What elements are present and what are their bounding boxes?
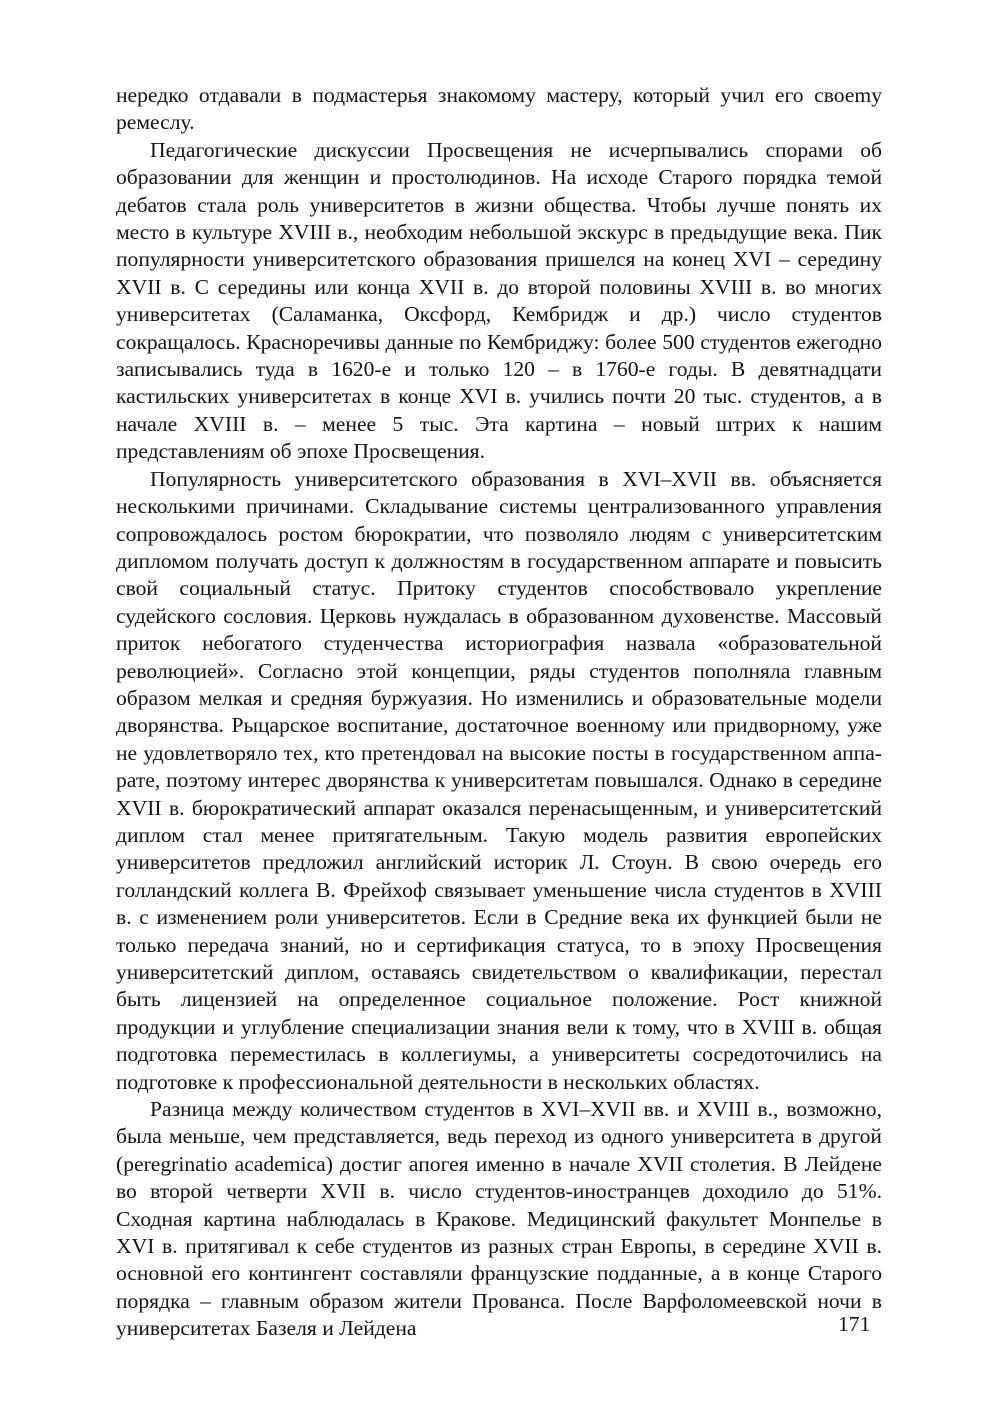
- paragraph-student-mobility: Разница между количеством студентов в XVI–XVII вв. и XVIII в., возможно, была меньше, чем представляется, ведь переход из одного университета в другой (peregrinatio academica) достиг апогея именно в начале XVII столетия. В Лейдене во второй четверти XVII в. число студентов-иностранцев доходило до 51%. Сходная картина наблюдалась в Кракове. Медицинский факультет Монпелье в XVI в. притягивал к себе студентов из разных стран Европы, в середине XVII в. основной его контингент составляли французские подданные, а в конце Старого порядка – главным образом жители Прованса. После Варфоломеевской ночи в университетах Базеля и Лейдена: [116, 1097, 882, 1341]
- paragraph-continuation: нередко отдавали в подмастерья знакомому мастеру, который учил его своеmу ремеслу.: [116, 83, 882, 135]
- page-body: [116, 82, 882, 1343]
- paragraph-popularity-reasons: Популярность университетского образования в XVI–XVII вв. объясняется несколькими причинами. Складывание системы централизованного управления сопровождалось ростом бюрократии, что позволяло людям с университетским дипломом получать доступ к должностям в государственном аппарате и повысить свой социальный статус. Притоку студентов способствовало укрепление судейского сословия. Церковь нуждалась в образованном духовенстве. Массовый приток небогатого студенчества историография назвала «образовательной революцией». Согласно этой концепции, ряды студентов пополняла главным образом мелкая и средняя буржуазия. Но изменились и образовательные модели дворянства. Рыцарское воспитание, достаточное военному или придворному, уже не удовлетворяло тех, кто претендовал на высокие посты в государственном аппарате, поэтому интерес дворянства к университетам повышался. Однако в середине XVII в. бюрократический аппарат оказался перенасыщенным, и университетский диплом стал менее притягательным. Такую модель развития европейских университетов предложил английский историк Л. Стоун. В свою очередь его голландский коллега В. Фрейхоф связывает уменьшение числа студентов в XVIII в. с изменением роли университетов. Если в Средние века их функцией были не только передача знаний, но и сертификация статуса, то в эпоху Просвещения университетский диплом, оставаясь свидетельством о квалификации, перестал быть лицензией на определенное социальное положение. Рост книжной продукции и углубление специализации знания вели к тому, что в XVIII в. общая подготовка переместилась в коллегиумы, а университеты сосредоточились на подготовке к профессиональной деятельности в нескольких областях.: [116, 466, 882, 1094]
- page-number: 171: [838, 1312, 871, 1336]
- paragraph-universities-debate: Педагогические дискуссии Просвещения не исчерпывались спорами об образовании для женщин и простолюдинов. На исходе Старого порядка темой дебатов стала роль университетов в жизни общества. Чтобы лучше понять их место в культуре XVIII в., необходим небольшой экскурс в предыдущие века. Пик популярности университетского образования пришелся на конец XVI – середину XVII в. С середины или конца XVII в. до второй половины XVIII в. во многих университетах (Саламанка, Оксфорд, Кембридж и др.) число студентов сокращалось. Красноречивы данные по Кембриджу: более 500 студентов ежегодно записывались туда в 1620-е и только 120 – в 1760-е годы. В девятнадцати кастильских университетах в конце XVI в. учились почти 20 тыс. студентов, а в начале XVIII в. – менее 5 тыс. Эта картина – новый штрих к нашим представлениям об эпохе Просвещения.: [116, 137, 882, 464]
